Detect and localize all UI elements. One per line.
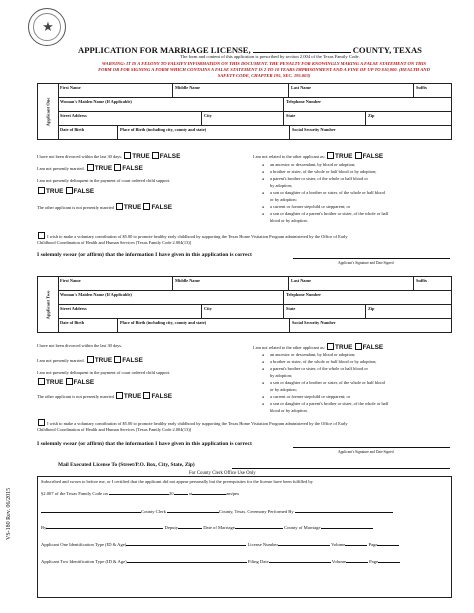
year-blank[interactable] (174, 489, 188, 495)
false-checkbox[interactable] (152, 152, 159, 159)
signature-caption-two: Applicant's Signature and Date Signed (338, 450, 394, 454)
relation-item: ● an ancestor or descendant, by blood or adoption; (270, 352, 355, 357)
other-married-statement: The other applicant is not presently married TRUE FALSE (37, 204, 173, 211)
clerk-line-4: By Deputy Date of Marriage County of Marriage (41, 523, 373, 530)
maiden-name-field[interactable]: Woman's Maiden Name (If Applicable) (58, 291, 284, 305)
false-checkbox[interactable] (114, 356, 121, 363)
true-checkbox[interactable] (38, 187, 45, 194)
delinquent-options: TRUE FALSE (37, 378, 94, 387)
time-blank[interactable] (192, 489, 226, 495)
state-seal (28, 8, 66, 46)
oath-statement-one: I solemnly swear (or affirm) that the information I have given in this application is correct (37, 252, 252, 258)
applicant-one-id-blank[interactable] (126, 540, 246, 546)
officiant-blank[interactable] (295, 507, 393, 513)
signature-caption-one: Applicant's Signature and Date Signed (338, 261, 394, 265)
false-checkbox[interactable] (355, 152, 362, 159)
felony-warning: WARNING: IT IS A FELONY TO FALSIFY INFORMATION ON THIS DOCUMENT. THE PENALTY FOR KNOWINGLY MAKING A FALSE STATEMENT ON THIS FORM OR FOR SIGNING A FORM WHICH CONTAINS A FALSE STATEMENT IS 2 TO 10 YEARS IMPRISONMENT AND A FINE OF UP TO $10,000. (HEALTH AND SAFETY CODE, CHAPTER 195, SEC. 195.003) (98, 61, 430, 79)
zip-field[interactable]: Zip (366, 112, 451, 126)
license-number-blank[interactable] (278, 540, 330, 546)
date-of-marriage-blank[interactable] (178, 523, 202, 529)
divorced-statement: I have not been divorced within the last 30 days. TRUE FALSE (37, 153, 181, 160)
relation-item-cont: blood or by adoption. (270, 408, 308, 413)
first-name-field[interactable]: First Name (58, 277, 173, 291)
street-field[interactable]: Street Address (58, 112, 202, 126)
applicant-two-id-blank[interactable] (127, 557, 247, 563)
divorced-statement: I have not been divorced within the last 30 days. (37, 343, 123, 348)
state-field[interactable]: State (284, 305, 366, 319)
last-name-field[interactable]: Last Name (289, 277, 414, 291)
relation-item: ● a son or daughter of a parent's brother or sister, of the whole or half (270, 401, 388, 406)
dob-field[interactable]: Date of Birth (58, 319, 118, 332)
other-married-statement: The other applicant is not presently married TRUE FALSE (37, 393, 173, 400)
relation-item: ● a son or daughter of a brother or sister, of the whole or half blood (270, 380, 385, 385)
form-subtitle: The form and content of this application is prescribed by section 2.004 of the Texas Family Code. (180, 54, 360, 59)
signature-line-one[interactable] (293, 258, 450, 259)
relation-item-cont: or by adoption; (270, 387, 297, 392)
city-field[interactable]: City (202, 305, 284, 319)
married-statement: I am not presently married. TRUE FALSE (37, 357, 143, 364)
relation-item-cont: blood or by adoption. (270, 218, 308, 223)
clerk-line-5: Applicant One Identification Type (ID & Age) License Number Volume Page (41, 540, 399, 547)
oath-statement-two: I solemnly swear (or affirm) that the information I have given in this application is correct (37, 441, 252, 447)
contribution-two: I wish to make a voluntary contribution of $5.00 to promote healthy early childhood by supporting the Texas Home Visitation Program administered by the Office of Early Childhood Coordination of Health and Human Services [Texas Family Code 2.004(13)] (37, 421, 348, 432)
related-statement: I am not related to the other applicant as: TRUE FALSE (253, 344, 384, 351)
false-checkbox[interactable] (143, 203, 150, 210)
applicant-one-box (37, 83, 452, 140)
false-checkbox[interactable] (143, 392, 150, 399)
relation-item: ● a parent's brother or sister, of the whole or half blood or (270, 366, 368, 371)
clerk-line-6: Applicant Two Identification Type (ID & Age) Filing Date Volume Page (41, 557, 400, 564)
suffix-field[interactable]: Suffix (414, 84, 451, 98)
ssn-field[interactable]: Social Security Number (292, 319, 336, 325)
relation-item: ● a current or former stepchild or stepparent; or (270, 394, 350, 399)
zip-field[interactable]: Zip (366, 305, 451, 319)
clerk-box (37, 476, 452, 598)
city-field[interactable]: City (202, 112, 284, 126)
place-of-birth-field[interactable]: Place of Birth (including city, county and state) (118, 319, 290, 332)
delinquent-statement: I am not presently delinquent in the payment of court ordered child support. (37, 178, 171, 183)
clerk-line-2: §2.007 of the Texas Family Code on 20 at am/pm (41, 491, 239, 496)
filing-date-blank[interactable] (269, 557, 331, 563)
delinquent-statement: I am not presently delinquent in the payment of court ordered child support. (37, 370, 171, 375)
relation-item: ● a brother or sister, of the whole or half blood or by adoption; (270, 169, 377, 174)
star-icon: ★ (42, 19, 54, 34)
relation-item: ● an ancestor or descendant, by blood or adoption; (270, 162, 355, 167)
last-name-field[interactable]: Last Name (289, 84, 414, 98)
volume-blank[interactable] (345, 540, 367, 546)
clerk-line-3: County Clerk County, Texas. Ceremony Performed By (41, 507, 393, 514)
marriage-county-blank[interactable] (321, 523, 373, 529)
related-statement: I am not related to the other applicant as: TRUE FALSE (253, 153, 384, 160)
first-name-field[interactable]: First Name (58, 84, 173, 98)
dob-field[interactable]: Date of Birth (58, 126, 118, 139)
false-checkbox[interactable] (66, 378, 73, 385)
relation-item: ● a current or former stepchild or stepparent; or (270, 204, 350, 209)
applicant-one-label: Applicant One (38, 84, 59, 139)
true-checkbox[interactable] (327, 343, 334, 350)
true-checkbox[interactable] (87, 356, 94, 363)
true-checkbox[interactable] (116, 203, 123, 210)
true-checkbox[interactable] (116, 392, 123, 399)
relation-item-cont: by adoption; (270, 373, 293, 378)
county-blank[interactable] (253, 45, 351, 53)
place-of-birth-field[interactable]: Place of Birth (including city, county and state) (118, 126, 290, 139)
contribution-checkbox[interactable] (38, 419, 45, 426)
page-blank[interactable] (377, 540, 399, 546)
county-blank[interactable] (167, 507, 219, 513)
telephone-field[interactable]: Telephone Number (284, 291, 451, 305)
relation-item: ● a son or daughter of a brother or sister, of the whole or half blood (270, 190, 385, 195)
married-statement: I am not presently married. TRUE FALSE (37, 165, 143, 172)
street-field[interactable]: Street Address (58, 305, 202, 319)
marriage-date-blank[interactable] (235, 523, 283, 529)
false-checkbox[interactable] (114, 164, 121, 171)
volume-blank[interactable] (346, 557, 368, 563)
relation-item-cont: or by adoption; (270, 197, 297, 202)
state-field[interactable]: State (284, 112, 366, 126)
page-blank[interactable] (378, 557, 400, 563)
relation-item: ● a son or daughter of a parent's brother or sister, of the whole or half (270, 211, 388, 216)
contribution-checkbox[interactable] (38, 232, 45, 239)
relation-item: ● a brother or sister, of the whole or half blood or by adoption; (270, 359, 377, 364)
applicant-two-label: Applicant Two (38, 277, 59, 332)
true-checkbox[interactable] (87, 164, 94, 171)
true-checkbox[interactable] (124, 152, 131, 159)
maiden-name-field[interactable]: Woman's Maiden Name (If Applicable) (58, 98, 284, 112)
relation-item: ● a parent's brother or sister, of the whole or half blood or (270, 176, 368, 181)
delinquent-options: TRUE FALSE (37, 187, 94, 196)
false-checkbox[interactable] (355, 343, 362, 350)
middle-name-field[interactable]: Middle Name (173, 277, 289, 291)
clerk-header: For County Clerk Office Use Only (189, 471, 256, 476)
clerk-name-blank[interactable] (41, 507, 141, 513)
true-checkbox[interactable] (38, 378, 45, 385)
applicant-two-box (37, 276, 452, 333)
form-id: VS-180 Rev. 06/2015 (6, 487, 12, 540)
mail-address-line[interactable] (232, 468, 450, 469)
date-blank[interactable] (109, 489, 169, 495)
form-title: APPLICATION FOR MARRIAGE LICENSE, COUNTY, TEXAS (78, 45, 422, 55)
ssn-field[interactable]: Social Security Number (292, 126, 336, 132)
clerk-line-1: Subscribed and sworn to before me, or I certified that the applicant did not appear personally but the prerequisites for the license have been fulfilled by (41, 479, 313, 484)
true-checkbox[interactable] (327, 152, 334, 159)
false-checkbox[interactable] (66, 187, 73, 194)
mail-license-label: Mail Executed License To (Street/P.O. Box, City, State, Zip) (58, 462, 195, 468)
deputy-blank[interactable] (46, 523, 163, 529)
signature-line-two[interactable] (293, 447, 450, 448)
relation-item-cont: by adoption; (270, 183, 293, 188)
telephone-field[interactable]: Telephone Number (284, 98, 451, 112)
suffix-field[interactable]: Suffix (414, 277, 451, 291)
middle-name-field[interactable]: Middle Name (173, 84, 289, 98)
contribution-one: I wish to make a voluntary contribution of $5.00 to promote healthy early childhood by supporting the Texas Home Visitation Program administered by the Office of Early Childhood Coordination of Health and Human Services [Texas Family Code 2.004(13)] (37, 234, 348, 245)
